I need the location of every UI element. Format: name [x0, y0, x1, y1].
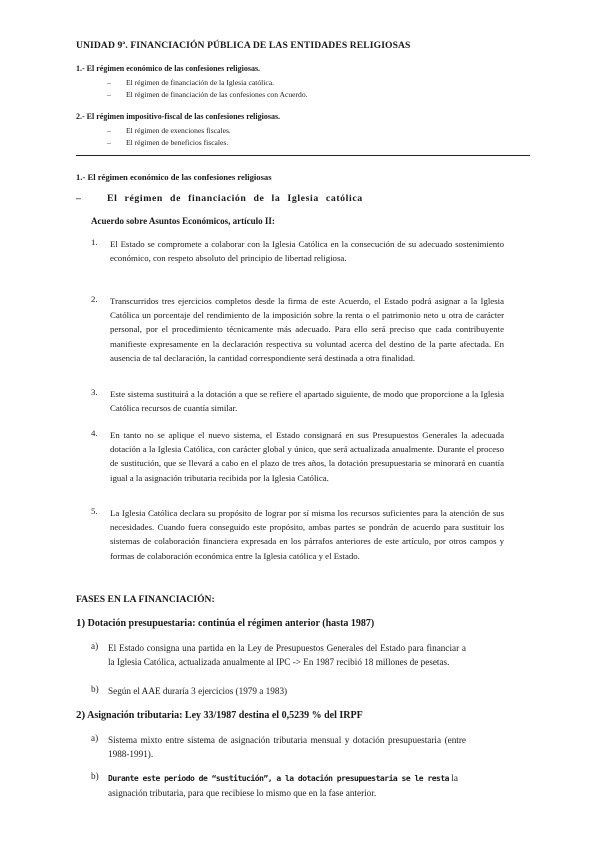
toc-item: El régimen de beneficios fiscales.: [126, 138, 229, 147]
toc-heading-2: 2.- El régimen impositivo-fiscal de las confesiones religiosas.: [76, 112, 281, 121]
phase-number: 1): [76, 617, 86, 629]
paragraph-text: Transcurridos tres ejercicios completos desde la firma de este Acuerdo, el Estado podrá asignar a la Iglesia Católica un porcentaje del rendimiento de la imposición sobre la renta o el patrimonio neto u otra de carácter personal, por el procedimiento técnicamente más adecuado. Para ello será preciso que cada contribuyente manifieste expresamente en la declaración respectiva su voluntad acerca del destino de la parte afectada. En ausencia de tal declaración, la cantidad correspondiente será destinada a otra finalidad.: [110, 296, 504, 363]
dash-bullet: –: [76, 193, 82, 204]
item-text: Según el AAE duraría 3 ejercicios (1979 a 1983): [108, 686, 288, 696]
dash-bullet: –: [107, 126, 111, 135]
item-letter: b): [91, 771, 99, 781]
toc-heading-1: 1.- El régimen económico de las confesiones religiosas.: [76, 64, 261, 73]
phase-title: Dotación presupuestaria: continúa el régimen anterior (hasta 1987): [87, 618, 375, 629]
item-letter: b): [91, 684, 99, 694]
item-emphasis: Durante este periodo de “sustitución”, a la dotación presupuestaria se le resta: [108, 774, 449, 783]
document-title: UNIDAD 9ª. FINANCIACIÓN PÚBLICA DE LAS ENTIDADES RELIGIOSAS: [76, 40, 411, 51]
paragraph-number: 2.: [91, 294, 98, 304]
toc-item: El régimen de exenciones fiscales.: [126, 126, 231, 135]
phase-title: Asignación tributaria: Ley 33/1987 destina el 0,5239 % del IRPF: [87, 710, 363, 721]
dash-bullet: –: [107, 90, 111, 99]
toc-item: El régimen de financiación de las confesiones con Acuerdo.: [126, 90, 308, 99]
paragraph-number: 4.: [91, 428, 98, 438]
item-text: Sistema mixto entre sistema de asignación tributaria mensual y dotación presupuestaria (entre 1988-1991).: [108, 735, 466, 760]
subsection-heading: El régimen de financiación de la Iglesia católica: [107, 193, 363, 204]
horizontal-divider: [76, 155, 530, 156]
item-text-container: [108, 771, 478, 801]
paragraph-text: La Iglesia Católica declara su propósito de lograr por sí misma los recursos suficientes para la atención de sus necesidades. Cuando fuera conseguido este propósito, ambas partes se pondrán de acuerdo para sustituir los sistemas de colaboración financiera expresada en los párrafos anteriores de este artículo, por otros campos y formas de colaboración económica entre la Iglesia católica y el Estado.: [110, 508, 504, 561]
paragraph-number: 3.: [91, 387, 98, 397]
item-letter: a): [91, 733, 99, 743]
section-heading: 1.- El régimen económico de las confesiones religiosas: [76, 172, 272, 182]
phase-heading-2: [76, 709, 363, 721]
phase-number: 2): [76, 709, 86, 721]
toc-item: El régimen de financiación de la Iglesia católica.: [126, 78, 275, 87]
paragraph-number: 5.: [91, 506, 98, 516]
paragraph-text: Este sistema sustituirá a la dotación a que se refiere el apartado siguiente, de modo que proporcione a la Iglesia Católica recursos de cuantía similar.: [110, 389, 504, 414]
paragraph-number: 1.: [91, 237, 98, 247]
phase-heading-1: [76, 617, 374, 629]
dash-bullet: –: [107, 78, 111, 87]
agreement-title: Acuerdo sobre Asuntos Económicos, artículo II:: [91, 216, 275, 226]
paragraph-text: En tanto no se aplique el nuevo sistema, el Estado consignará en sus Presupuestos Generales la adecuada dotación a la Iglesia Católica, con carácter global y único, que será actualizada anualmente. Durante el proceso de sustitución, que se llevará a cabo en el plazo de tres años, la dotación presupuestaria se minorará en cuantía igual a la asignación tributaria recibida por la Iglesia Católica.: [110, 430, 504, 483]
paragraph-text: El Estado se compromete a colaborar con la Iglesia Católica en la consecución de su adecuado sostenimiento económico, con respeto absoluto del principio de libertad religiosa.: [110, 239, 504, 264]
item-text: la asignación tributaria, para que recibiese lo mismo que en la fase anterior.: [108, 773, 458, 799]
item-text: El Estado consigna una partida en la Ley de Presupuestos Generales del Estado para financiar a la Iglesia Católica, actualizada anualmente al IPC -> En 1987 recibió 18 millones de pesetas.: [108, 643, 466, 668]
fases-heading: FASES EN LA FINANCIACIÓN:: [76, 594, 215, 605]
item-letter: a): [91, 641, 99, 651]
dash-bullet: –: [107, 138, 111, 147]
